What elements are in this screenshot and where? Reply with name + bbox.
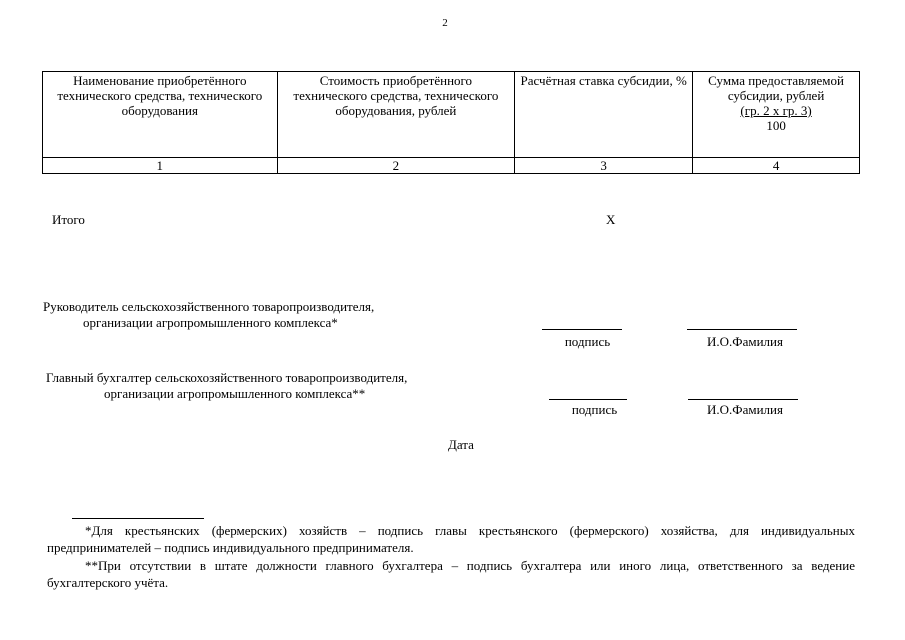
- column-number-row: [43, 158, 860, 174]
- head-name-line: [687, 329, 797, 330]
- header-subsidy-amount-title: Сумма предоставляемой субсидии, рублей: [708, 73, 844, 103]
- table-header-row: [43, 72, 860, 158]
- header-formula: (гр. 2 х гр. 3): [740, 103, 812, 118]
- header-formula-divisor: 100: [766, 118, 786, 133]
- accountant-role-line2: организации агропромышленного комплекса**: [104, 386, 366, 401]
- accountant-name-caption: И.О.Фамилия: [707, 402, 783, 417]
- footnote-separator: [72, 518, 204, 519]
- accountant-signature-line: [549, 399, 627, 400]
- header-subsidy-amount: [693, 72, 860, 158]
- head-role-line2: организации агропромышленного комплекса*: [83, 315, 338, 330]
- footnote-farm: *Для крестьянских (фермерских) хозяйств – подпись главы крестьянского (фермерского) хозяйства, для индивидуальных предпринимателей – подпись индивидуального предпринимателя.: [47, 523, 855, 555]
- accountant-role-line1: Главный бухгалтер сельскохозяйственного товаропроизводителя,: [46, 370, 408, 385]
- subsidy-calculation-table: [42, 71, 860, 174]
- head-signature-caption: подпись: [564, 334, 611, 349]
- accountant-signature-caption: подпись: [571, 402, 618, 417]
- total-rate-placeholder: Х: [606, 212, 616, 227]
- column-number: 2: [277, 158, 515, 174]
- head-role-title: [43, 299, 374, 331]
- page-number: 2: [442, 17, 448, 29]
- header-equipment-name: Наименование приобретённого технического средства, технического оборудования: [43, 72, 278, 158]
- head-signature-line: [542, 329, 622, 330]
- total-label: Итого: [52, 212, 85, 227]
- header-equipment-cost: Стоимость приобретённого технического средства, технического оборудования, рублей: [277, 72, 515, 158]
- accountant-role-title: [46, 370, 407, 402]
- head-role-line1: Руководитель сельскохозяйственного товаропроизводителя,: [43, 299, 375, 314]
- accountant-name-line: [688, 399, 798, 400]
- footnote-accountant: **При отсутствии в штате должности главного бухгалтера – подпись бухгалтера или иного лица, ответственного за ведение бухгалтерского учёта.: [47, 558, 855, 590]
- column-number: 4: [693, 158, 860, 174]
- date-label: Дата: [448, 437, 474, 452]
- column-number: 1: [43, 158, 278, 174]
- head-name-caption: И.О.Фамилия: [707, 334, 783, 349]
- column-number: 3: [515, 158, 693, 174]
- header-subsidy-rate: Расчётная ставка субсидии, %: [515, 72, 693, 158]
